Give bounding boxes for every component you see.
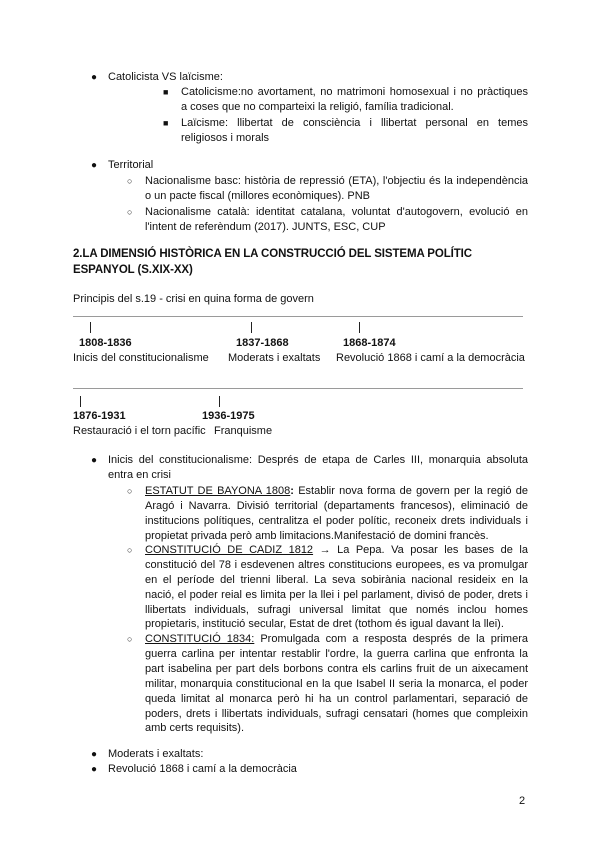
- estatut-bayona-title: ESTATUT DE BAYONA 1808: [145, 485, 291, 497]
- timeline-years: 1837-1868: [236, 337, 289, 349]
- bullet-circle-icon: ○: [127, 486, 133, 496]
- catolicisme-line2: a coses que no comparteixi la religió, família tradicional.: [181, 101, 454, 113]
- estatut-line: institucions polítiques, centralitza el poder polític, reconeix drets individuals i: [145, 515, 528, 527]
- timeline-years: 1868-1874: [343, 337, 396, 349]
- laicisme-line2: religiosos i morals: [181, 132, 270, 144]
- cadiz-line: propietaris, institució secular, Estat de dret (tothom és igual davant la llei).: [145, 618, 504, 630]
- c1834-line1-text: Promulgada com a resposta després de la primera: [254, 633, 528, 645]
- c1834-line: part isabelina per part dels borbons contra els carlins fruit de un aixecament: [145, 663, 528, 675]
- bullet-disc-icon: ●: [91, 455, 98, 466]
- bullet-circle-icon: ○: [127, 176, 133, 186]
- bullet-circle-icon: ○: [127, 545, 133, 555]
- timeline-years: 1808-1836: [79, 337, 132, 349]
- c1834-line: militar, monarquia constitucional en la que Isabel II seria la monarca, el poder: [145, 678, 528, 690]
- c1834-line: guerra carlina per intentar restablir l'ordre, la guerra carlina que enfronta la: [145, 648, 528, 660]
- laicisme-line1: Laïcisme: llibertat de consciència i llibertat personal en temes: [181, 117, 528, 129]
- timeline-label: Restauració i el torn pacífic: [73, 425, 206, 437]
- timeline-years: 1876-1931: [73, 410, 126, 422]
- estatut-line: Aragó i Navarra. Divisió territorial (departaments francesos), eliminació de: [145, 500, 528, 512]
- nacionalisme-catala-line2: l'intent de referèndum (2017). JUNTS, ESC, CUP: [145, 221, 386, 233]
- page-number: 2: [519, 795, 526, 807]
- cadiz-line: en el període del trienni liberal. La seva sobirània nacional resideix en la: [145, 574, 528, 586]
- cadiz-line: llibertats individuals, sufragi universal limitat que només inclou homes: [145, 604, 528, 616]
- bullet-disc-icon: ●: [91, 72, 98, 83]
- cadiz-title: CONSTITUCIÓ DE CADIZ 1812: [145, 544, 314, 556]
- catolicista-title: Catolicista VS laïcisme:: [108, 71, 223, 83]
- timeline-tick: [90, 322, 91, 333]
- timeline-label: Moderats i exaltats: [228, 352, 321, 364]
- timeline-label: Inicis del constitucionalisme: [73, 352, 209, 364]
- timeline-years: 1936-1975: [202, 410, 255, 422]
- estatut-line: propietat privada però amb limitacions.Manifestació de domini francès.: [145, 530, 489, 542]
- timeline-tick: [251, 322, 252, 333]
- c1834-title: CONSTITUCIÓ 1834:: [145, 633, 255, 645]
- timeline-label: Revolució 1868 i camí a la democràcia: [336, 352, 525, 364]
- bullet-square-icon: ■: [163, 87, 169, 97]
- timeline-label: Franquisme: [214, 425, 273, 437]
- cadiz-line1: [145, 543, 528, 558]
- inicis-title-line1: Inicis del constitucionalisme: Després de etapa de Carles III, monarquia absoluta: [108, 454, 528, 466]
- timeline-tick: [80, 396, 81, 407]
- intro-text: Principis del s.19 - crisi en quina forma de govern: [73, 293, 314, 305]
- territorial-title: Territorial: [108, 159, 154, 171]
- bullet-disc-icon: ●: [91, 764, 98, 775]
- timeline-rule: [73, 388, 523, 389]
- revolucio-item: Revolució 1868 i camí a la democràcia: [108, 763, 297, 775]
- bullet-square-icon: ■: [163, 118, 169, 128]
- cadiz-line1-text: → La Pepa. Va posar les bases de la: [313, 544, 528, 556]
- moderats-item: Moderats i exaltats:: [108, 748, 204, 760]
- nacionalisme-basc-line1: Nacionalisme basc: història de repressió (ETA), l'objectiu és la independència: [145, 175, 528, 187]
- nacionalisme-basc-line2: o un pacte fiscal (millores econòmiques). PNB: [145, 190, 370, 202]
- bullet-circle-icon: ○: [127, 207, 133, 217]
- c1834-line: queda limitat al monarca però hi ha un control parlamentari, separació de: [145, 693, 528, 705]
- nacionalisme-catala-line1: Nacionalisme català: identitat catalana, voluntat d'autogovern, evolució en: [145, 206, 528, 218]
- bullet-disc-icon: ●: [91, 160, 98, 171]
- c1834-line1: [145, 632, 528, 647]
- inicis-title-line2: entra en crisi: [108, 469, 171, 481]
- estatut-bayona-line1: [145, 484, 528, 499]
- cadiz-line: nació, el poder reial es limita per la llei i pel parlament, divisó de poder, drets i: [145, 589, 528, 601]
- timeline-rule: [73, 316, 523, 317]
- c1834-line: poders, drets i llibertats individuals, sufragi censatari (homes que compleixin: [145, 708, 528, 720]
- timeline-tick: [219, 396, 220, 407]
- bullet-circle-icon: ○: [127, 634, 133, 644]
- estatut-line1-text: Establir nova forma de govern per la regió de: [293, 485, 529, 497]
- estatut-colon: :: [290, 485, 294, 497]
- c1834-last-line: amb certs requisits).: [145, 722, 245, 734]
- cadiz-line: constitució del 78 i esdevenen altres constitucions europees, es va promulgar: [145, 559, 528, 571]
- timeline-tick: [359, 322, 360, 333]
- section-heading: 2.LA DIMENSIÓ HISTÒRICA EN LA CONSTRUCCIÓ DEL SISTEMA POLÍTIC ESPANYOL (S.XIX-XX): [73, 248, 472, 276]
- catolicisme-line1: Catolicisme:no avortament, no matrimoni homosexual i no pràctiques: [181, 86, 528, 98]
- bullet-disc-icon: ●: [91, 749, 98, 760]
